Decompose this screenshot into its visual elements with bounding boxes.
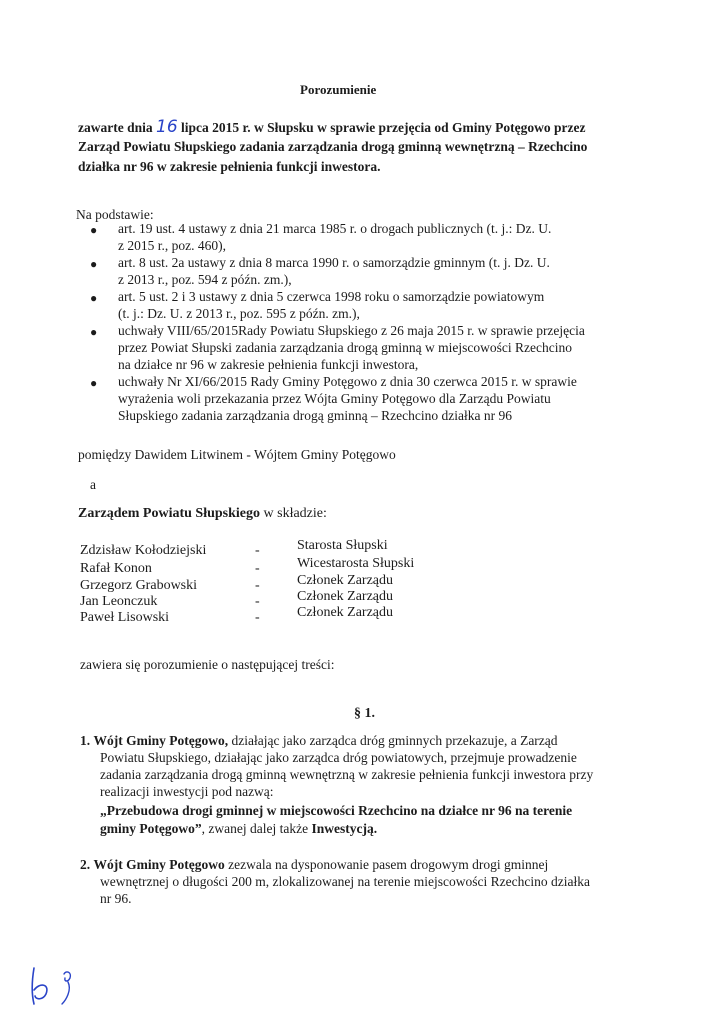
member-dash: -: [255, 594, 260, 609]
heading-line-2: Zarząd Powiatu Słupskiego zadania zarządzania drogą gminną wewnętrzną – Rzechcino: [78, 139, 588, 154]
heading-line-3: działka nr 96 w zakresie pełnienia funkcji inwestora.: [78, 159, 381, 174]
paragraph-1-number: 1.: [80, 733, 91, 748]
member-name: Rafał Konon: [80, 561, 152, 576]
investment-name-line-2: [100, 820, 377, 837]
member-name: Grzegorz Grabowski: [80, 578, 198, 593]
basis-item-0-line-1: z 2015 r., poz. 460),: [118, 238, 226, 253]
investment-alias-text: , zwanej dalej także: [201, 821, 309, 836]
bullet-icon: ●: [90, 223, 98, 237]
member-name: Paweł Lisowski: [80, 610, 170, 625]
parties-between: pomiędzy Dawidem Litwinem - Wójtem Gminy Potęgowo: [78, 447, 396, 462]
paragraph-1-rest: działając jako zarządca dróg gminnych przekazuje, a Zarząd: [231, 733, 558, 748]
paragraph-2-number: 2.: [80, 857, 91, 872]
member-dash: -: [255, 561, 260, 576]
member-dash: -: [255, 543, 260, 558]
heading-line-1: [78, 117, 586, 138]
parties-and: a: [90, 477, 96, 492]
basis-item-0-line-0: art. 19 ust. 4 ustawy z dnia 21 marca 1985 r. o drogach publicznych (t. j.: Dz. U.: [118, 221, 552, 236]
basis-item-3-line-0: uchwały VIII/65/2015Rady Powiatu Słupskiego z 26 maja 2015 r. w sprawie przejęcia: [118, 323, 585, 338]
paragraph-1-line-1: [80, 732, 558, 749]
handwritten-initials-signature: [28, 960, 88, 1010]
member-role: Członek Zarządu: [297, 589, 394, 604]
basis-item-3-line-1: przez Powiat Słupski zadania zarządzania drogą gminną w miejscowości Rzechcino: [118, 340, 572, 355]
member-name: Zdzisław Kołodziejski: [80, 543, 207, 558]
basis-label: Na podstawie:: [76, 207, 154, 222]
basis-item-3-line-2: na działce nr 96 w zakresie pełnienia funkcji inwestora,: [118, 357, 419, 372]
bullet-icon: ●: [90, 291, 98, 305]
bullet-icon: ●: [90, 325, 98, 339]
investment-name-line-1: „Przebudowa drogi gminnej w miejscowości Rzechcino na działce nr 96 na terenie: [100, 803, 573, 818]
member-dash: -: [255, 578, 260, 593]
member-name: Jan Leonczuk: [80, 594, 158, 609]
member-dash: -: [255, 610, 260, 625]
paragraph-2-line-3: nr 96.: [100, 891, 132, 906]
basis-item-2-line-1: (t. j.: Dz. U. z 2013 r., poz. 595 z późn. zm.),: [118, 306, 360, 321]
heading-prefix: zawarte dnia: [78, 120, 153, 135]
paragraph-1-line-3: zadania zarządzania drogą gminną wewnętrzną w zakresie pełnienia funkcji inwestora przy: [100, 767, 594, 782]
document-title: Porozumienie: [300, 82, 377, 97]
basis-item-1-line-0: art. 8 ust. 2a ustawy z dnia 8 marca 1990 r. o samorządzie gminnym (t. j. Dz. U.: [118, 255, 550, 270]
basis-item-4-line-1: wyrażenia woli przekazania przez Wójta Gminy Potęgowo dla Zarządu Powiatu: [118, 391, 551, 406]
board-heading: [78, 506, 327, 522]
bullet-icon: ●: [90, 376, 98, 390]
board-name: Zarządem Powiatu Słupskiego: [78, 506, 261, 521]
member-role: Starosta Słupski: [297, 538, 388, 553]
member-role: Członek Zarządu: [297, 573, 394, 588]
paragraph-2-line-2: wewnętrznej o długości 200 m, zlokalizowanej na terenie miejscowości Rzechcino działka: [100, 874, 590, 889]
member-role: Wicestarosta Słupski: [297, 556, 415, 571]
member-role: Członek Zarządu: [297, 605, 394, 620]
board-rest: w składzie:: [263, 506, 327, 521]
paragraph-1-line-4: realizacji inwestycji pod nazwą:: [100, 784, 274, 799]
paragraph-2-rest: zezwala na dysponowanie pasem drogowym drogi gminnej: [228, 857, 549, 872]
paragraph-2-bold: Wójt Gminy Potęgowo: [93, 857, 225, 872]
basis-item-4-line-0: uchwały Nr XI/66/2015 Rady Gminy Potęgowo z dnia 30 czerwca 2015 r. w sprawie: [118, 374, 577, 389]
section-heading: § 1.: [354, 706, 375, 721]
paragraph-1-line-2: Powiatu Słupskiego, działając jako zarządca dróg powiatowych, przejmuje prowadzenie: [100, 750, 577, 765]
basis-item-1-line-1: z 2013 r., poz. 594 z późn. zm.),: [118, 272, 292, 287]
heading-line-1-rest: lipca 2015 r. w Słupsku w sprawie przejęcia od Gminy Potęgowo przez: [181, 120, 586, 135]
bullet-icon: ●: [90, 257, 98, 271]
basis-item-4-line-2: Słupskiego zadania zarządzania drogą gminną – Rzechcino działka nr 96: [118, 408, 512, 423]
handwritten-day: 16: [156, 117, 178, 137]
paragraph-2-line-1: [80, 856, 548, 873]
basis-item-2-line-0: art. 5 ust. 2 i 3 ustawy z dnia 5 czerwca 1998 roku o samorządzie powiatowym: [118, 289, 545, 304]
investment-name-end: gminy Potęgowo”: [100, 821, 202, 836]
paragraph-1-bold: Wójt Gminy Potęgowo,: [93, 733, 229, 748]
investment-alias: Inwestycją.: [311, 821, 378, 836]
concludes-line: zawiera się porozumienie o następującej treści:: [80, 657, 335, 672]
